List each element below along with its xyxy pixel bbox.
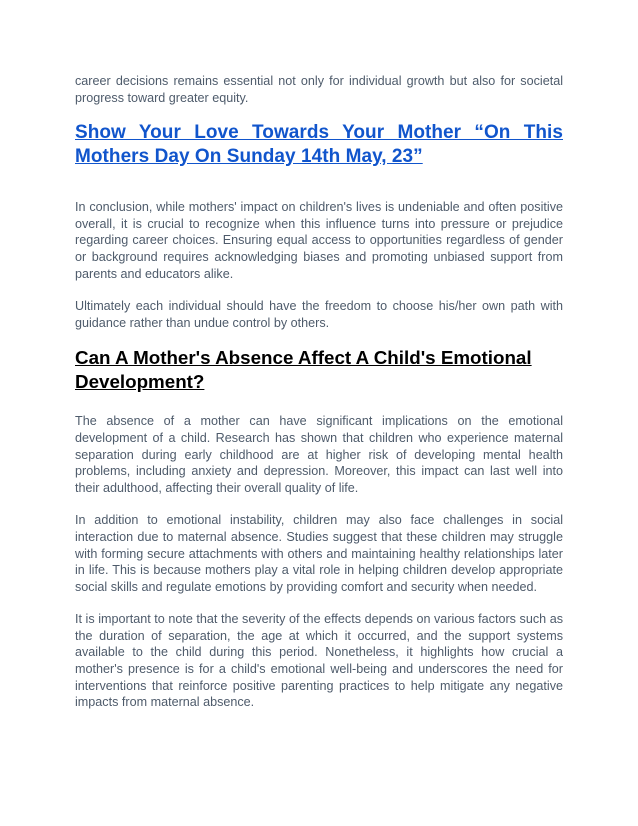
- absence-paragraph-3: It is important to note that the severity of the effects depends on various factors such as the duration of separation, the age at which it occurred, and the support systems available to the child during this period. Nonetheless, it highlights how crucial a mother's presence is for a child's emotional well-being and underscores the need for interventions that reinforce positive parenting practices to help mitigate any negative impacts from maternal absence.: [75, 612, 563, 710]
- absence-paragraph-2: In addition to emotional instability, children may also face challenges in social interaction due to maternal absence. Studies suggest that these children may struggle with forming secure attachments with others and maintaining healthy relationships later in life. This is because mothers play a vital role in helping children develop appropriate social skills and regulate emotions by providing comfort and security when needed.: [75, 513, 563, 594]
- section-heading-mothers-absence: Can A Mother's Absence Affect A Child's Emotional Development?: [75, 347, 532, 393]
- mothers-day-link-heading[interactable]: Show Your Love Towards Your Mother “On This Mothers Day On Sunday 14th May, 23”: [75, 122, 563, 168]
- conclusion-paragraph: In conclusion, while mothers' impact on children's lives is undeniable and often positive overall, it is crucial to recognize when this influence turns into pressure or prejudice regarding career choices. Ensuring equal access to opportunities regardless of gender or background requires acknowledging biases and promoting unbiased support from parents and educators alike.: [75, 200, 563, 281]
- ultimately-paragraph: Ultimately each individual should have the freedom to choose his/her own path with guidance rather than undue control by others.: [75, 299, 563, 330]
- absence-paragraph-1: The absence of a mother can have significant implications on the emotional development of a child. Research has shown that children who experience maternal separation during early childhood are at higher risk of developing mental health problems, including anxiety and depression. Moreover, this impact can last well into their adulthood, affecting their overall quality of life.: [75, 414, 563, 495]
- intro-paragraph: career decisions remains essential not only for individual growth but also for societal progress toward greater equity.: [75, 74, 563, 105]
- document-page: [75, 73, 563, 711]
